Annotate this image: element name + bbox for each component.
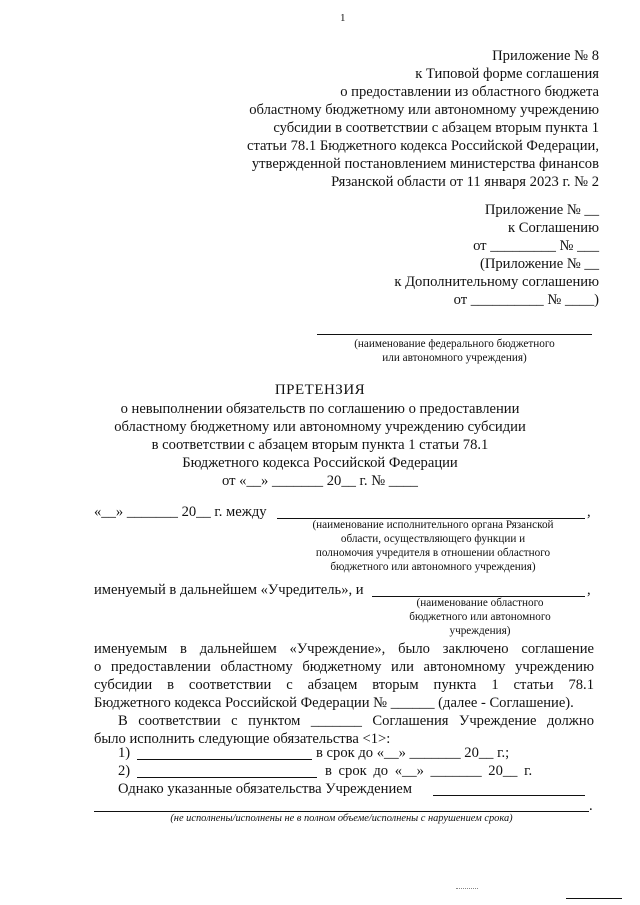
federal-institution-caption — [317, 337, 592, 365]
appendix-line: к Типовой форме соглашения — [415, 66, 599, 82]
date-between-line: «__» _______ 20__ г. между — [94, 504, 267, 520]
paragraph-line: Бюджетного кодекса Российской Федерации № ______ (далее - Соглашение). — [94, 695, 574, 711]
however-blank — [433, 795, 585, 796]
caption-line: бюджетного или автономного — [409, 611, 551, 623]
caption-line: (наименование исполнительного органа Рязанской — [312, 519, 554, 531]
institution-caption — [380, 596, 580, 638]
appendix-line: статьи 78.1 Бюджетного кодекса Российской Федерации, — [247, 138, 599, 154]
obligation-deadline: в срок до «__» _______ 20__ г. — [325, 763, 533, 779]
period: . — [589, 798, 593, 814]
subtitle-line: в соответствии с абзацем вторым пункта 1 статьи 78.1 — [151, 437, 489, 453]
obligation-number: 2) — [118, 763, 131, 779]
agreement-ref-line: от _________ № ___ — [473, 238, 599, 254]
page-number: 1 — [340, 12, 346, 24]
paragraph-line: было исполнить следующие обязательства <1>: — [94, 731, 391, 747]
subtitle-line: о невыполнении обязательств по соглашению о предоставлении — [120, 401, 520, 417]
caption-line: или автономного учреждения) — [382, 352, 527, 364]
subtitle-line: областному бюджетному или автономному учреждению субсидии — [114, 419, 526, 435]
scan-artifact — [456, 888, 478, 889]
paragraph-line: субсидии в соответствии с абзацем вторым пункта 1 статьи 78.1 — [94, 677, 594, 693]
agreement-ref-line: к Соглашению — [507, 220, 599, 236]
appendix-line: утвержденной постановлением министерства финансов — [251, 156, 599, 172]
document-subtitle — [0, 400, 640, 490]
comma: , — [587, 504, 591, 520]
appendix-line: о предоставлении из областного бюджета — [340, 84, 599, 100]
caption-line: (наименование областного — [416, 597, 544, 609]
agreement-ref-line: к Дополнительному соглашению — [394, 274, 599, 290]
comma: , — [587, 582, 591, 598]
obligation-blank — [137, 777, 317, 778]
appendix-line: областному бюджетному или автономному учреждению — [249, 102, 599, 118]
caption-line: области, осуществляющего функции и — [340, 533, 526, 545]
footnote-separator — [566, 898, 622, 899]
agreement-ref-line: от __________ № ____) — [453, 292, 599, 308]
appendix-line: Рязанской области от 11 января 2023 г. № 2 — [331, 174, 599, 190]
caption-line: учреждения) — [449, 625, 511, 637]
caption-line: (наименование федерального бюджетного — [354, 338, 555, 350]
caption-line: бюджетного или автономного учреждения) — [330, 561, 536, 573]
status-caption: (не исполнены/исполнены не в полном объеме/исполнены с нарушением срока) — [170, 813, 513, 824]
however-line: Однако указанные обязательства Учреждением — [118, 781, 412, 797]
obligations-paragraph — [94, 712, 594, 748]
subtitle-line: от «__» _______ 20__ г. № ____ — [222, 473, 418, 489]
agreement-ref-line: Приложение № __ — [484, 202, 599, 218]
agreement-paragraph — [94, 640, 594, 712]
caption-line: полномочия учредителя в отношении областного — [315, 547, 551, 559]
obligation-number: 1) — [118, 745, 131, 761]
executive-body-caption — [283, 518, 583, 574]
obligation-blank — [137, 759, 312, 760]
agreement-ref-line: (Приложение № __ — [479, 256, 599, 272]
agreement-reference — [394, 201, 599, 309]
appendix-header — [247, 47, 599, 191]
subtitle-line: Бюджетного кодекса Российской Федерации — [182, 455, 458, 471]
founder-line: именуемый в дальнейшем «Учредитель», и — [94, 582, 364, 598]
appendix-line: субсидии в соответствии с абзацем вторым пункта 1 — [273, 120, 599, 136]
paragraph-line: В соответствии с пунктом _______ Соглашения Учреждение должно — [118, 713, 594, 729]
obligation-deadline: в срок до «__» _______ 20__ г.; — [316, 745, 510, 761]
federal-institution-blank — [317, 334, 592, 335]
document-title: ПРЕТЕНЗИЯ — [274, 382, 366, 398]
appendix-line: Приложение № 8 — [492, 48, 599, 64]
paragraph-line: именуемым в дальнейшем «Учреждение», было заключено соглашение — [94, 641, 594, 657]
paragraph-line: о предоставлении областному бюджетному или автономному учреждению — [94, 659, 594, 675]
